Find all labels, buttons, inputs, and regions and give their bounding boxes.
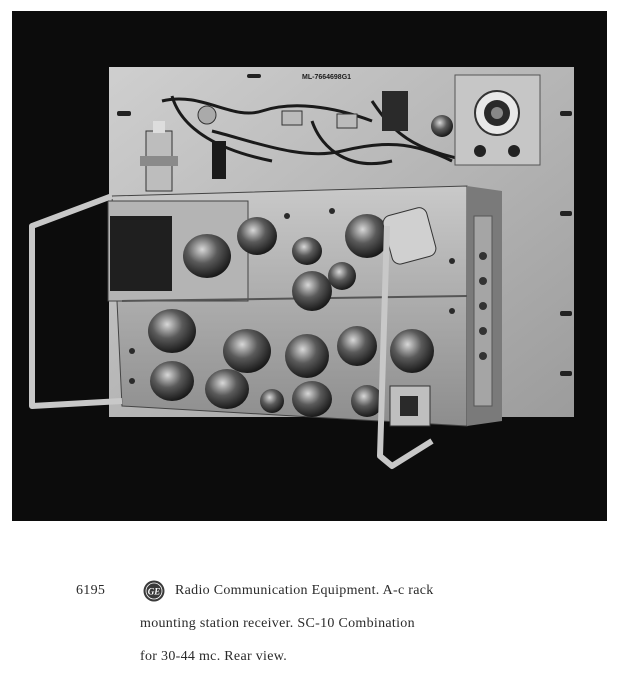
equipment-photo [12,11,607,521]
caption-line-2: mounting station receiver. SC-10 Combination [140,616,415,631]
coax-connector [140,121,178,191]
caption-line-3: for 30-44 mc. Rear view. [140,649,288,664]
plate-label: ML-7664698G1 [302,74,352,81]
figure-number: 6195 [76,583,106,598]
control-box [455,75,540,165]
ge-logo-icon [143,580,165,602]
transformer [110,216,172,291]
receiver-illustration [12,11,607,521]
caption-line-1: Radio Communication Equipment. A-c rack [175,583,434,598]
svg-text:GE: GE [147,586,161,597]
